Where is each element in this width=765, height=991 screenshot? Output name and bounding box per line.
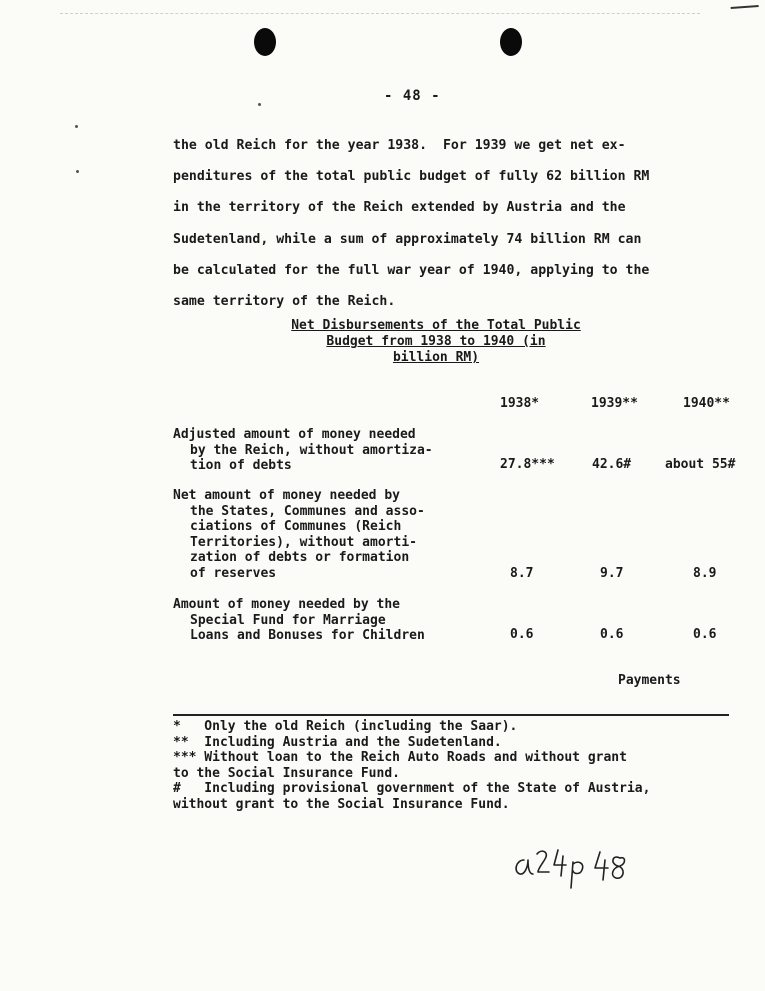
row-label-line: tion of debts: [190, 458, 292, 474]
row-label-line: the States, Communes and asso-: [190, 503, 425, 519]
column-header-1938: 1938*: [500, 396, 540, 411]
footnote-line: * Only the old Reich (including the Saar).: [173, 719, 518, 734]
row-label-line: Special Fund for Marriage: [190, 612, 386, 628]
column-header-1940: 1940**: [683, 396, 730, 411]
row-label-line: Net amount of money needed by: [173, 488, 400, 503]
cell-reich-1940: about 55#: [665, 457, 736, 472]
payments-label: Payments: [618, 673, 681, 688]
body-line: Sudetenland, while a sum of approximately 74 billion RM can: [173, 231, 642, 247]
body-paragraph: [173, 130, 733, 317]
column-header-1939: 1939**: [591, 396, 638, 411]
handwriting-stroke: [516, 860, 533, 874]
handwritten-annotation: [510, 846, 650, 890]
table-title-line: billion RM): [392, 350, 480, 365]
handwriting-stroke: [571, 862, 583, 888]
cell-reich-1939: 42.6#: [592, 457, 632, 472]
scan-speck: [258, 103, 261, 106]
footnote-line: to the Social Insurance Fund.: [173, 765, 400, 781]
cell-states-1938: 8.7: [510, 566, 534, 581]
cell-reich-1938: 27.8***: [500, 457, 555, 472]
table-title: [266, 318, 606, 366]
footnote-line: # Including provisional government of the State of Austria,: [173, 781, 651, 797]
row-label-line: Amount of money needed by the: [173, 597, 400, 612]
table-title-line: Budget from 1938 to 1940 (in: [326, 334, 546, 349]
body-line: the old Reich for the year 1938. For 1939 we get net ex-: [173, 138, 626, 153]
row-label-line: zation of debts or formation: [190, 550, 410, 566]
row-label-line: by the Reich, without amortiza-: [190, 442, 433, 458]
row-label-line: Adjusted amount of money needed: [173, 427, 416, 442]
scan-speck: [76, 170, 79, 173]
handwriting-stroke: [537, 851, 549, 872]
cell-fund-1940: 0.6: [693, 627, 717, 642]
page-number: - 48 -: [384, 88, 441, 104]
row-label-line: Territories), without amorti-: [190, 534, 417, 550]
table-title-line: Net Disbursements of the Total Public: [291, 318, 581, 333]
handwriting-stroke: [554, 850, 566, 876]
punch-hole-left: [254, 28, 276, 56]
row-label-special-fund: [173, 597, 425, 644]
body-line: be calculated for the full war year of 1940, applying to the: [173, 262, 650, 278]
row-label-states: [173, 488, 425, 582]
punch-hole-right: [500, 28, 522, 56]
cell-fund-1939: 0.6: [600, 627, 624, 642]
corner-mark: [731, 5, 760, 19]
footnote-divider: [173, 714, 729, 716]
row-label-line: Loans and Bonuses for Children: [190, 628, 425, 644]
cell-states-1940: 8.9: [693, 566, 717, 581]
row-label-line: ciations of Communes (Reich: [190, 519, 402, 535]
cell-fund-1938: 0.6: [510, 627, 534, 642]
footnotes: [173, 719, 650, 813]
row-label-line: of reserves: [190, 565, 277, 581]
footnote-line: ** Including Austria and the Sudetenland.: [173, 734, 502, 750]
body-line: same territory of the Reich.: [173, 294, 396, 310]
scan-speck: [75, 125, 78, 128]
body-line: penditures of the total public budget of fully 62 billion RM: [173, 169, 650, 185]
body-line: in the territory of the Reich extended by Austria and the: [173, 200, 626, 216]
footnote-line: *** Without loan to the Reich Auto Roads and without grant: [173, 750, 627, 766]
footnote-line: without grant to the Social Insurance Fund.: [173, 796, 510, 812]
row-label-reich: [173, 427, 433, 474]
handwriting-stroke: [595, 852, 608, 880]
top-edge-rule: [60, 13, 700, 14]
handwriting-stroke: [613, 857, 625, 878]
cell-states-1939: 9.7: [600, 566, 624, 581]
